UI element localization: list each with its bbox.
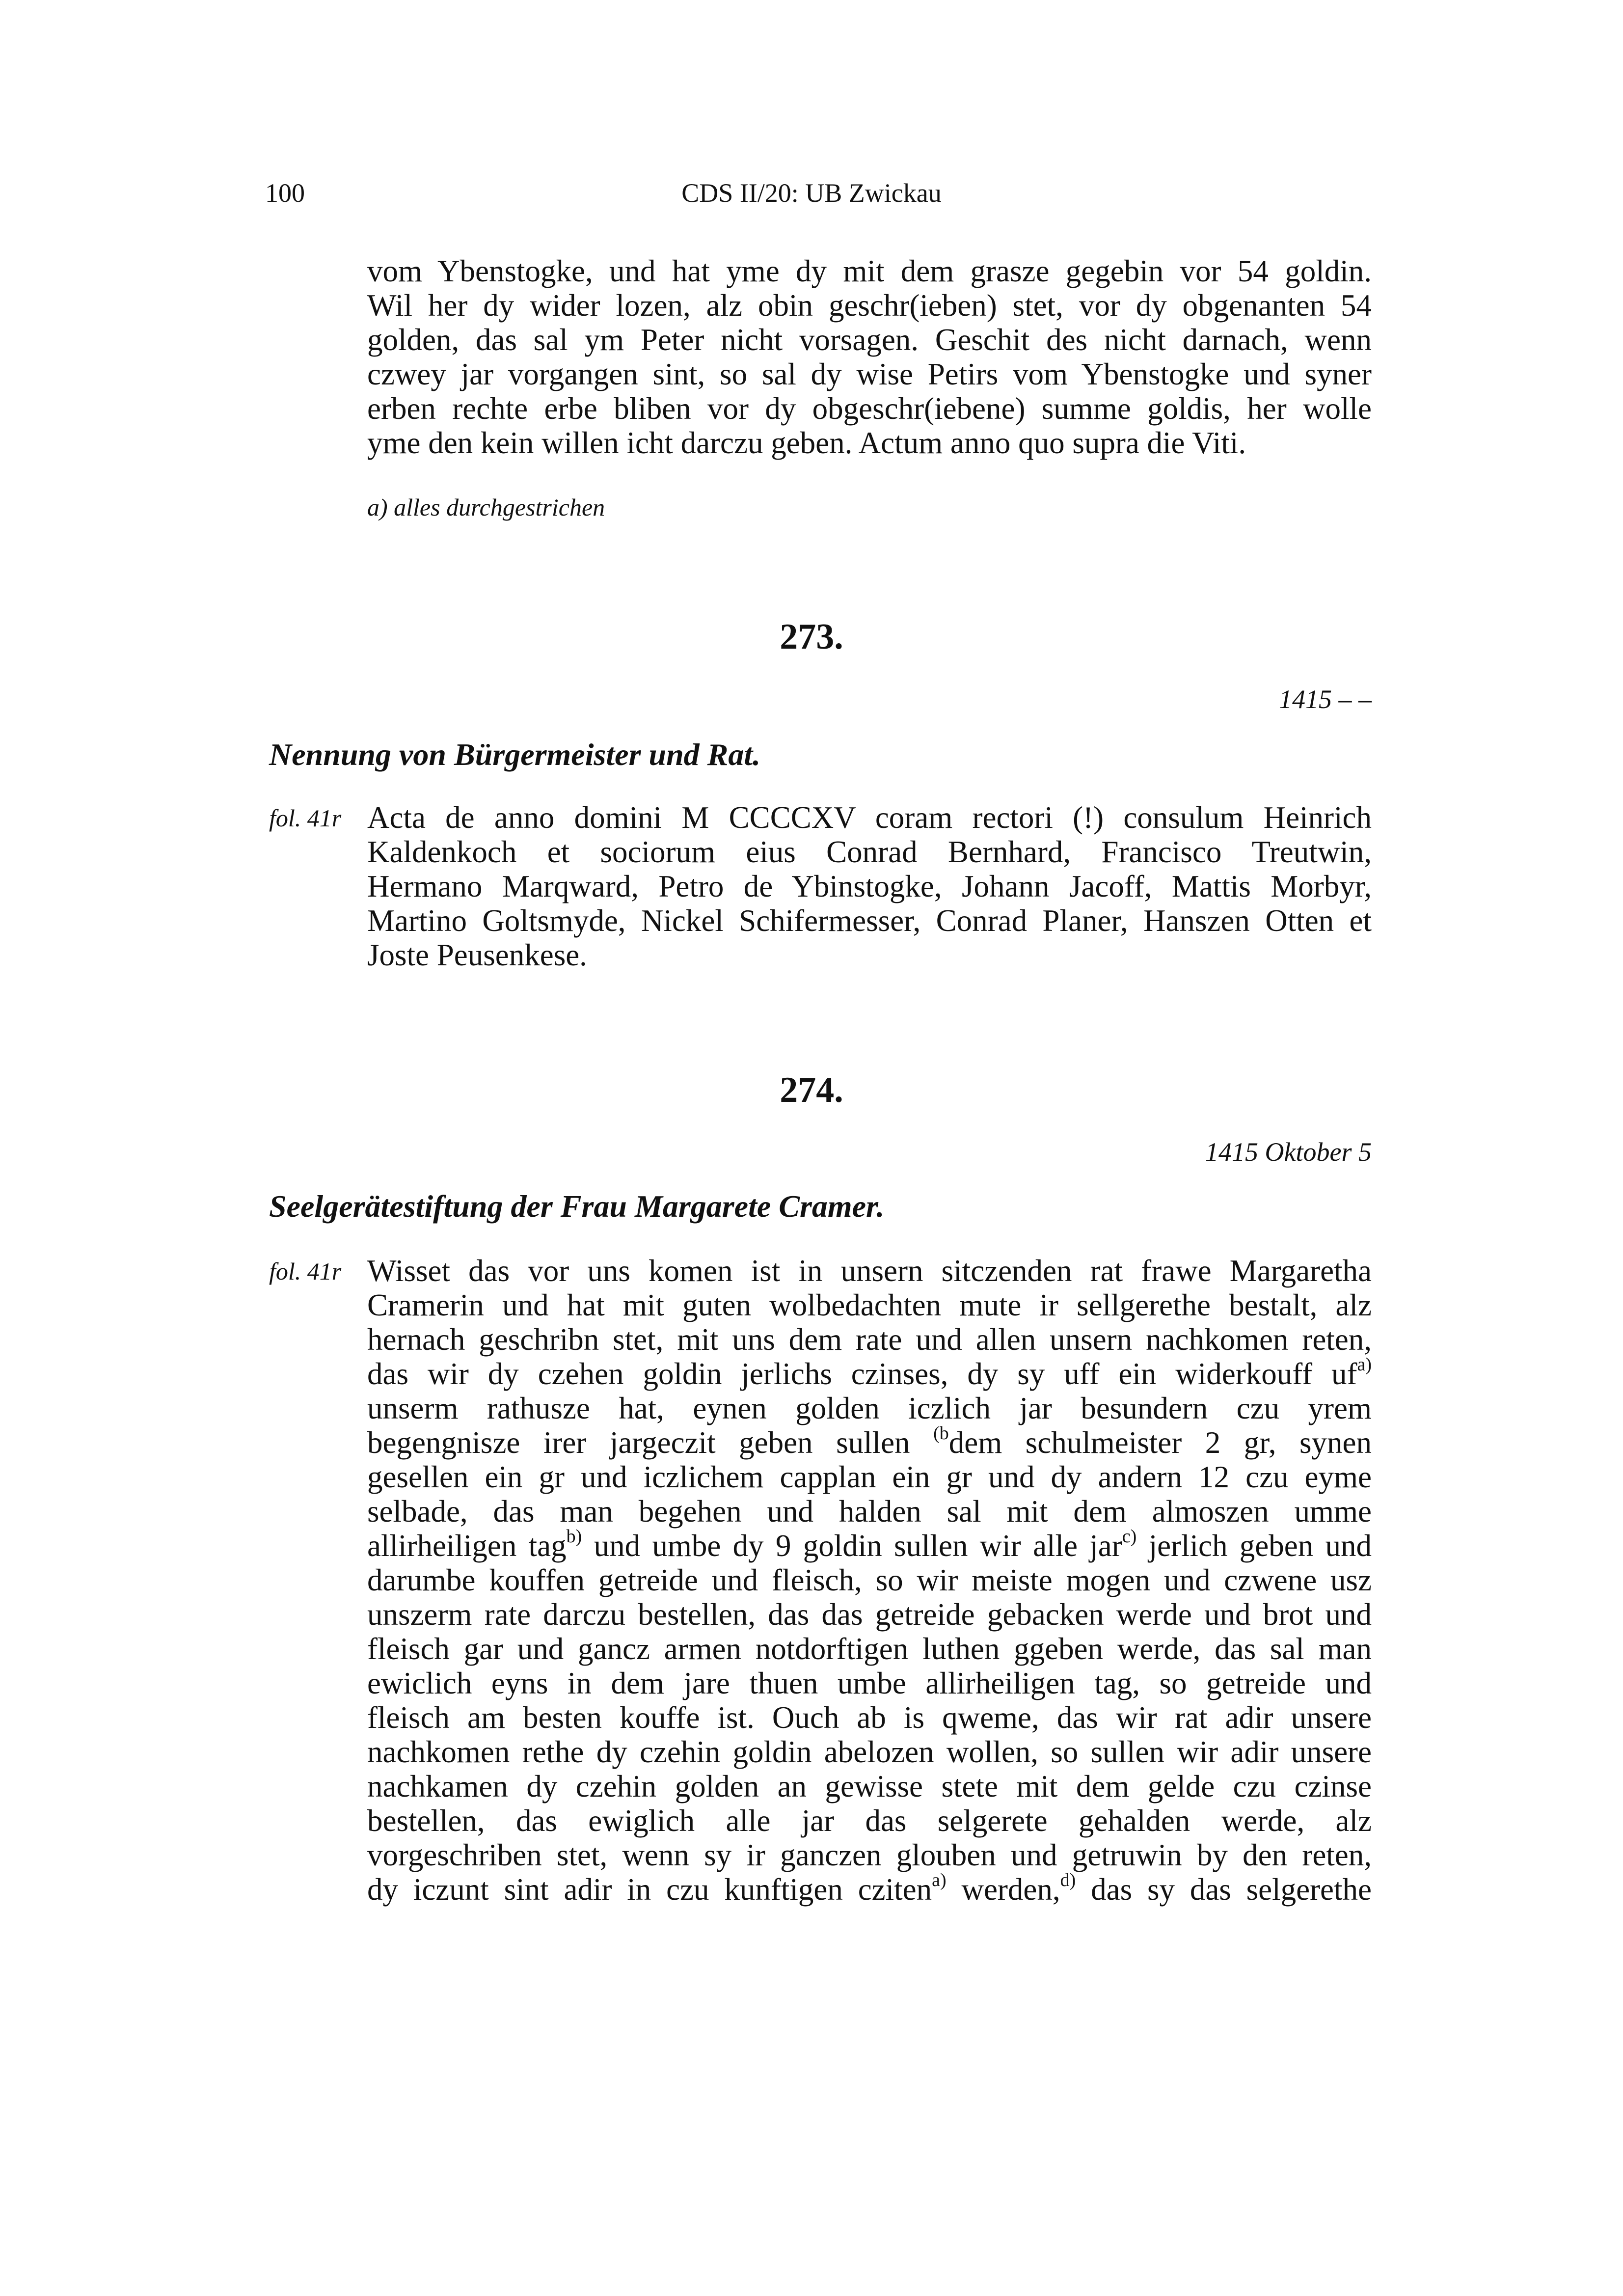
text-line: unserm rathusze hat, eynen golden iczlich jar besundern czu yrem [367,1391,1372,1425]
text-line: Hermano Marqward, Petro de Ybinstogke, Johann Jacoff, Mattis Morbyr, [367,869,1372,903]
text-line: Kaldenkoch et sociorum eius Conrad Bernhard, Francisco Treutwin, [367,835,1372,869]
footnote-mark: b) [566,1526,582,1547]
footnote-mark: a) [1357,1354,1372,1375]
regest-heading: Nennung von Bürgermeister und Rat. [269,737,761,772]
footnote-mark: a) [932,1870,947,1890]
folio-reference: fol. 41r [269,1257,342,1285]
text-segment: das wir dy czehen goldin jerlichs czinses, dy sy uff ein widerkouff uf [367,1357,1357,1391]
text-line: Acta de anno domini M CCCCXV coram rectori (!) consulum Heinrich [367,800,1372,835]
text-line: vorgeschriben stet, wenn sy ir ganczen glouben und getruwin by den reten, [367,1838,1372,1872]
text-segment: jerlich geben und [1136,1529,1372,1563]
text-line: erben rechte erbe bliben vor dy obgeschr(iebene) summe goldis, her wolle [367,391,1372,426]
folio-reference: fol. 41r [269,804,342,832]
running-title: CDS II/20: UB Zwickau [681,178,942,208]
text-line: Wisset das vor uns komen ist in unsern sitczenden rat frawe Margaretha [367,1254,1372,1288]
text-line: gesellen ein gr und iczlichem capplan ein gr und dy andern 12 czu eyme [367,1460,1372,1494]
text-line: ewiclich eyns in dem jare thuen umbe allirheiligen tag, so getreide und [367,1666,1372,1700]
text-line: hernach geschribn stet, mit uns dem rate und allen unsern nachkomen reten, [367,1322,1372,1357]
text-line: unszerm rate darczu bestellen, das das getreide gebacken werde und brot und [367,1597,1372,1632]
text-segment: und umbe dy 9 goldin sullen wir alle jar [582,1529,1122,1563]
text-line: golden, das sal ym Peter nicht vorsagen. Geschit des nicht darnach, wenn [367,323,1372,357]
text-line: nachkomen rethe dy czehin goldin abelozen wollen, so sullen wir adir unsere [367,1735,1372,1769]
text-segment: dem schulmeister 2 gr, synen [948,1425,1372,1460]
document-text [367,1254,1372,1907]
page-number: 100 [265,178,305,208]
prev-document-text [367,254,1372,460]
text-line [367,1354,1372,1391]
text-line: fleisch gar und gancz armen notdorftigen luthen ggeben werde, das sal man [367,1632,1372,1666]
text-line [367,1425,1372,1460]
footnote: a) alles durchgestrichen [367,493,605,521]
text-line [367,1526,1372,1563]
text-line: vom Ybenstogke, und hat yme dy mit dem grasze gegebin vor 54 goldin. [367,254,1372,288]
document-date: 1415 – – [1279,684,1372,714]
text-line: selbade, das man begehen und halden sal mit dem almoszen umme [367,1494,1372,1529]
footnote-mark: (b [933,1423,949,1444]
text-segment: das sy das selgerethe [1076,1872,1372,1907]
footnote-mark: d) [1060,1870,1076,1890]
text-line: Wil her dy wider lozen, alz obin geschr(ieben) stet, vor dy obgenanten 54 [367,288,1372,323]
document-date: 1415 Oktober 5 [1205,1137,1372,1167]
document-text [367,800,1372,972]
text-line: czwey jar vorgangen sint, so sal dy wise Petirs vom Ybenstogke und syner [367,357,1372,391]
text-line [367,1872,1372,1907]
text-line: yme den kein willen icht darczu geben. Actum anno quo supra die Viti. [367,426,1246,460]
document-number: 273. [780,617,843,657]
text-segment: begengnisze irer jargeczit geben sullen [367,1425,934,1460]
text-segment: allirheiligen tag [367,1529,567,1563]
text-line: Cramerin und hat mit guten wolbedachten mute ir sellgerethe bestalt, alz [367,1288,1372,1322]
text-line: bestellen, das ewiglich alle jar das selgerete gehalden werde, alz [367,1804,1372,1838]
regest-heading: Seelgerätestiftung der Frau Margarete Cramer. [269,1189,885,1224]
document-number: 274. [780,1070,843,1110]
text-line: darumbe kouffen getreide und fleisch, so wir meiste mogen und czwene usz [367,1563,1372,1597]
text-line: Martino Goltsmyde, Nickel Schifermesser, Conrad Planer, Hanszen Otten et [367,903,1372,938]
text-line: nachkamen dy czehin golden an gewisse stete mit dem gelde czu czinse [367,1769,1372,1804]
text-line: Joste Peusenkese. [367,938,587,972]
text-segment: werden, [946,1872,1060,1907]
footnote-mark: c) [1122,1526,1137,1547]
text-line: fleisch am besten kouffe ist. Ouch ab is qweme, das wir rat adir unsere [367,1700,1372,1735]
text-segment: dy iczunt sint adir in czu kunftigen cziten [367,1872,932,1907]
